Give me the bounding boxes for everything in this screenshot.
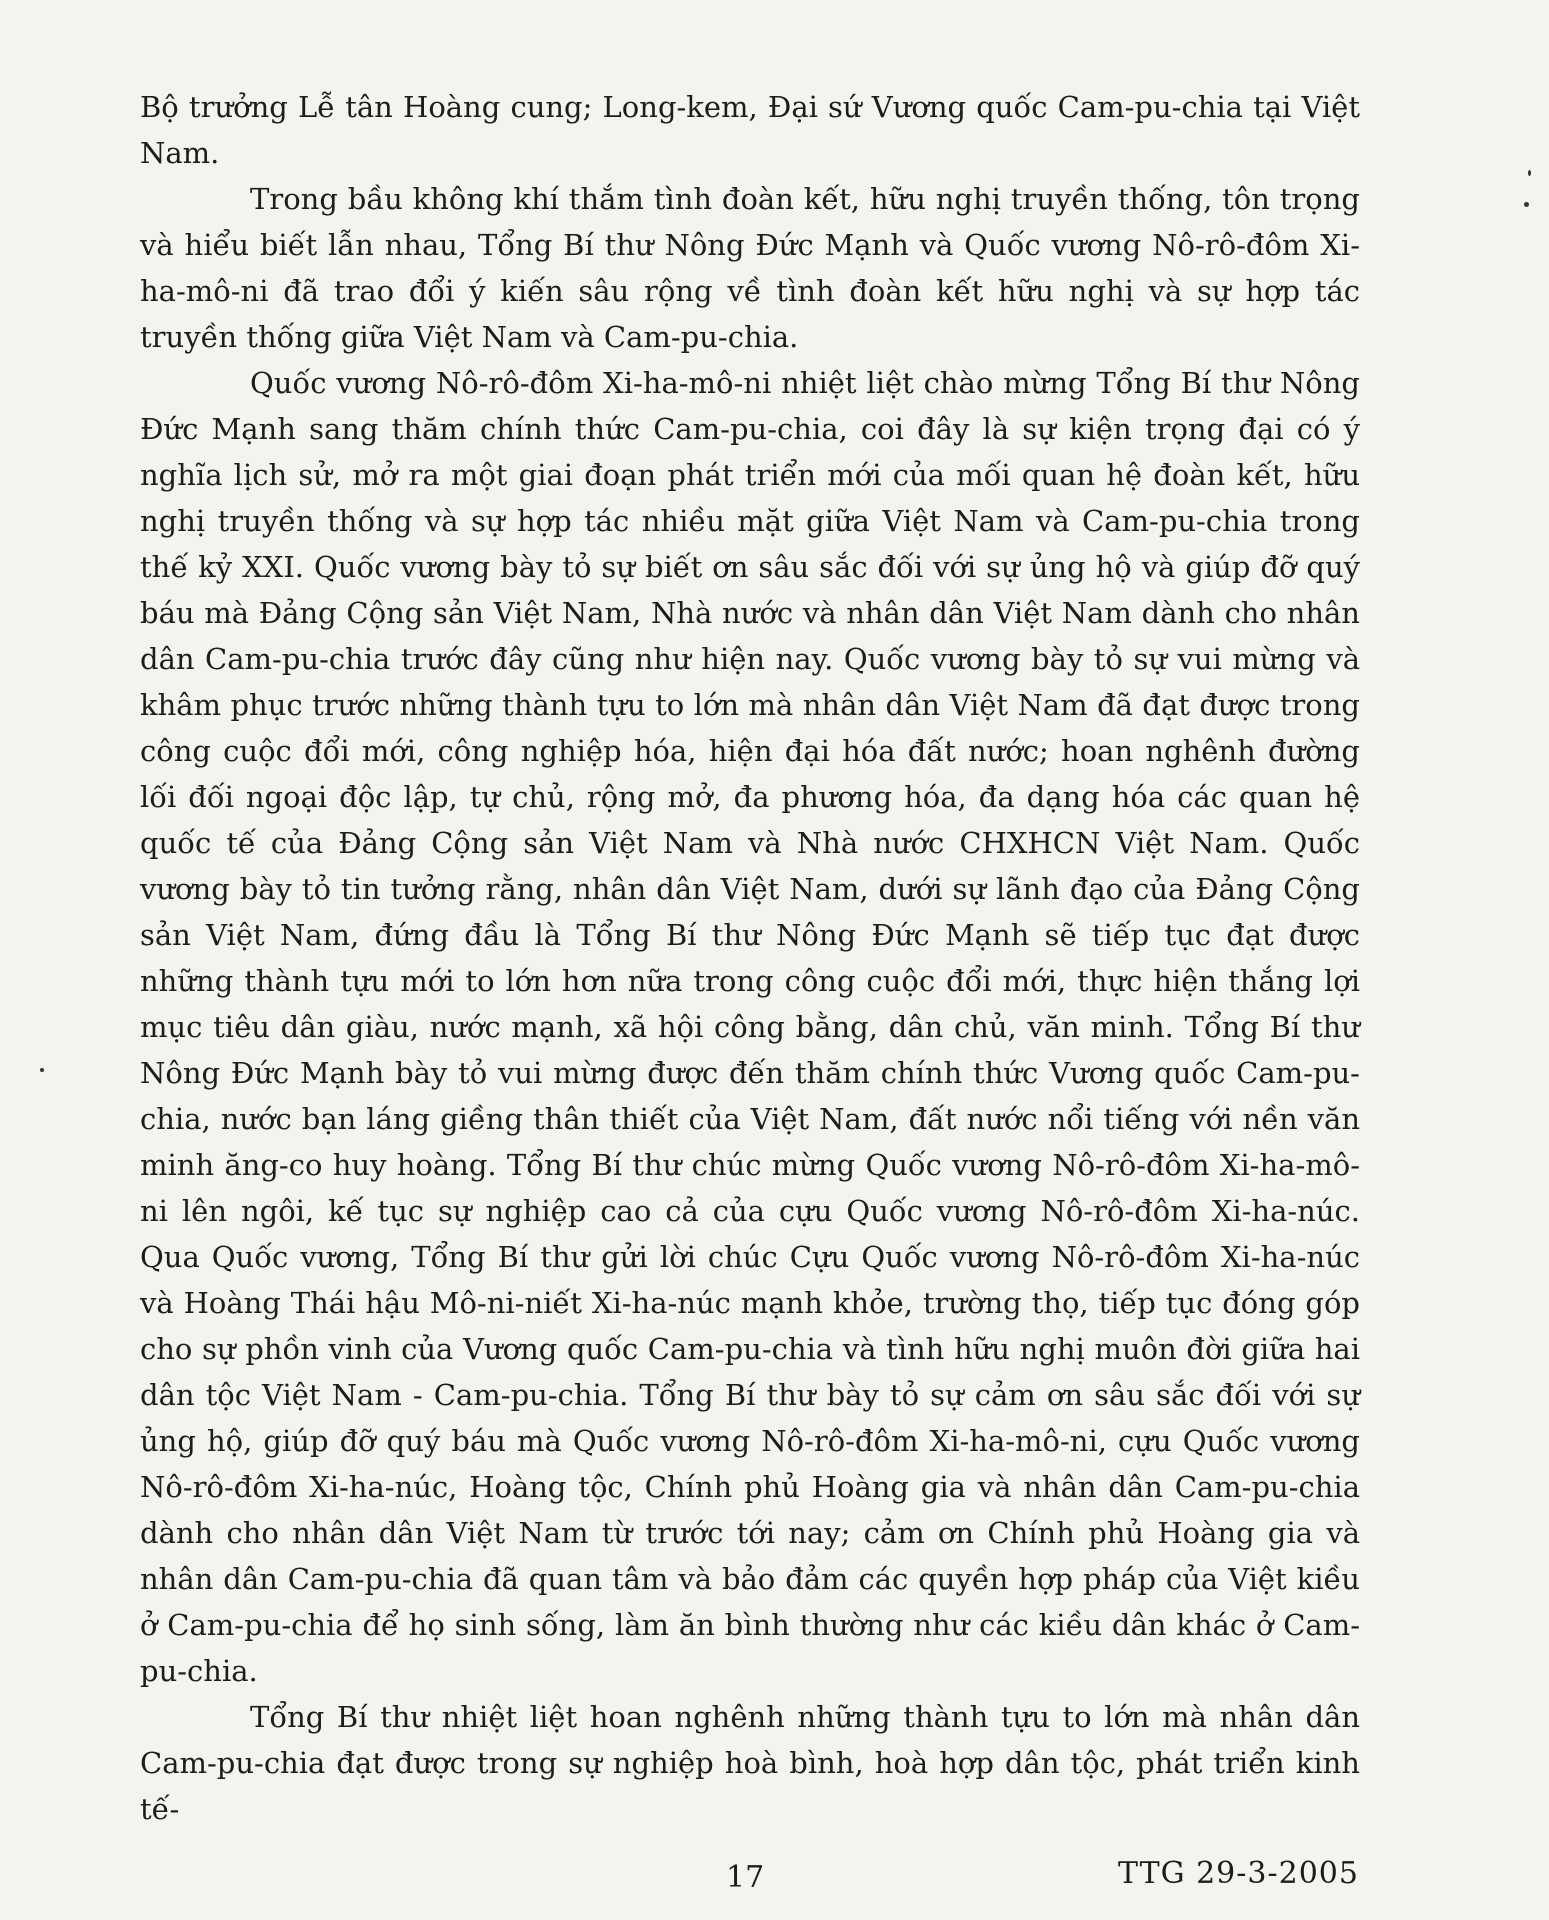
paragraph: Quốc vương Nô-rô-đôm Xi-ha-mô-ni nhiệt liệt chào mừng Tổng Bí thư Nông Đức Mạnh sang thăm chính thức Cam-pu-chia, coi đây là sự kiện trọng đại có ý nghĩa lịch sử, mở ra một giai đoạn phát triển mới của mối quan hệ đoàn kết, hữu nghị truyền thống và sự hợp tác nhiều mặt giữa Việt Nam và Cam-pu-chia trong thế kỷ XXI. Quốc vương bày tỏ sự biết ơn sâu sắc đối với sự ủng hộ và giúp đỡ quý báu mà Đảng Cộng sản Việt Nam, Nhà nước và nhân dân Việt Nam dành cho nhân dân Cam-pu-chia trước đây cũng như hiện nay. Quốc vương bày tỏ sự vui mừng và khâm phục trước những thành tựu to lớn mà nhân dân Việt Nam đã đạt được trong công cuộc đổi mới, công nghiệp hóa, hiện đại hóa đất nước; hoan nghênh đường lối đối ngoại độc lập, tự chủ, rộng mở, đa phương hóa, đa dạng hóa các quan hệ quốc tế của Đảng Cộng sản Việt Nam và Nhà nước CHXHCN Việt Nam. Quốc vương bày tỏ tin tưởng rằng, nhân dân Việt Nam, dưới sự lãnh đạo của Đảng Cộng sản Việt Nam, đứng đầu là Tổng Bí thư Nông Đức Mạnh sẽ tiếp tục đạt được những thành tựu mới to lớn hơn nữa trong công cuộc đổi mới, thực hiện thắng lợi mục tiêu dân giàu, nước mạnh, xã hội công bằng, dân chủ, văn minh. Tổng Bí thư Nông Đức Mạnh bày tỏ vui mừng được đến thăm chính thức Vương quốc Cam-pu-chia, nước bạn láng giềng thân thiết của Việt Nam, đất nước nổi tiếng với nền văn minh ăng-co huy hoàng. Tổng Bí thư chúc mừng Quốc vương Nô-rô-đôm Xi-ha-mô-ni lên ngôi, kế tục sự nghiệp cao cả của cựu Quốc vương Nô-rô-đôm Xi-ha-núc. Qua Quốc vương, Tổng Bí thư gửi lời chúc Cựu Quốc vương Nô-rô-đôm Xi-ha-núc và Hoàng Thái hậu Mô-ni-niết Xi-ha-núc mạnh khỏe, trường thọ, tiếp tục đóng góp cho sự phồn vinh của Vương quốc Cam-pu-chia và tình hữu nghị muôn đời giữa hai dân tộc Việt Nam - Cam-pu-chia. Tổng Bí thư bày tỏ sự cảm ơn sâu sắc đối với sự ủng hộ, giúp đỡ quý báu mà Quốc vương Nô-rô-đôm Xi-ha-mô-ni, cựu Quốc vương Nô-rô-đôm Xi-ha-núc, Hoàng tộc, Chính phủ Hoàng gia và nhân dân Cam-pu-chia dành cho nhân dân Việt Nam từ trước tới nay; cảm ơn Chính phủ Hoàng gia và nhân dân Cam-pu-chia đã quan tâm và bảo đảm các quyền hợp pháp của Việt kiều ở Cam-pu-chia để họ sinh sống, làm ăn bình thường như các kiều dân khác ở Cam-pu-chia. [140, 366, 1360, 1688]
document-code: TTG 29-3-2005 [1118, 1856, 1359, 1891]
paragraph: Trong bầu không khí thắm tình đoàn kết, hữu nghị truyền thống, tôn trọng và hiểu biết lẫn nhau, Tổng Bí thư Nông Đức Mạnh và Quốc vương Nô-rô-đôm Xi-ha-mô-ni đã trao đổi ý kiến sâu rộng về tình đoàn kết hữu nghị và sự hợp tác truyền thống giữa Việt Nam và Cam-pu-chia. [140, 182, 1360, 354]
paragraph: Tổng Bí thư nhiệt liệt hoan nghênh những thành tựu to lớn mà nhân dân Cam-pu-chia đạt được trong sự nghiệp hoà bình, hoà hợp dân tộc, phát triển kinh tế- [140, 1700, 1360, 1826]
scan-speck [1524, 202, 1529, 207]
scan-speck [1528, 170, 1531, 176]
scan-speck [40, 1068, 44, 1072]
document-body [140, 84, 1360, 1832]
paragraph-continuation: Bộ trưởng Lễ tân Hoàng cung; Long-kem, Đại sứ Vương quốc Cam-pu-chia tại Việt Nam. [140, 90, 1360, 170]
page-number: 17 [726, 1860, 765, 1895]
